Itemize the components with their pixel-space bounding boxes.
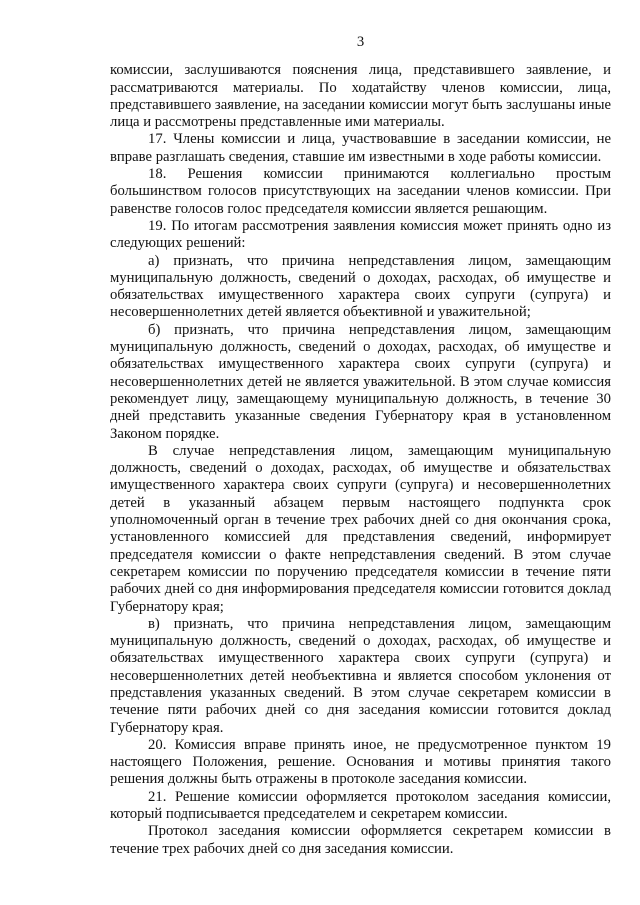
- document-body: [110, 62, 611, 858]
- paragraph-17: 17. Члены комиссии и лица, участвовавшие в заседании комиссии, не вправе разглашать сведения, ставшие им известными в ходе работы комиссии.: [110, 131, 611, 165]
- subparagraph-19a: а) признать, что причина непредставления лицом, замещающим муниципальную должность, сведений о доходах, расходах, об имуществе и обязательствах имущественного характера своих супруги (супруга) и несовершеннолетних детей является объективной и уважительной;: [110, 252, 611, 321]
- paragraph-20: 20. Комиссия вправе принять иное, не предусмотренное пунктом 19 настоящего Положения, решение. Основания и мотивы принятия такого решения должны быть отражены в протоколе заседания комиссии.: [110, 736, 611, 788]
- page-number: 3: [356, 34, 365, 50]
- paragraph-19: 19. По итогам рассмотрения заявления комиссия может принять одно из следующих решений:: [110, 217, 611, 252]
- paragraph-21-protocol: Протокол заседания комиссии оформляется секретарем комиссии в течение трех рабочих дней со дня заседания комиссии.: [110, 823, 611, 857]
- subparagraph-19v: в) признать, что причина непредставления лицом, замещающим муниципальную должность, сведений о доходах, расходах, об имуществе и обязательствах имущественного характера своих супруги (супруга) и несовершеннолетних детей необъективна и является способом уклонения от представления указанных сведений. В этом случае секретарем комиссии в течение пяти рабочих дней со дня заседания комиссии готовится доклад Губернатору края.: [110, 615, 611, 736]
- subparagraph-19b-second: В случае непредставления лицом, замещающим муниципальную должность, сведений о доходах, расходах, об имуществе и обязательствах имущественного характера своих супруги (супруга) и несовершеннолетних детей в указанный абзацем первым настоящего подпункта срок уполномоченный орган в течение трех рабочих дней со дня окончания срока, установленного комиссией для представления сведений, информирует председателя комиссии о факте непредставления сведений. В этом случае секретарем комиссии по поручению председателя комиссии в течение пяти рабочих дней со дня информирования председателя комиссии готовится доклад Губернатору края;: [110, 442, 611, 615]
- paragraph-18: 18. Решения комиссии принимаются коллегиально простым большинством голосов присутствующих на заседании членов комиссии. При равенстве голосов голос председателя комиссии является решающим.: [110, 166, 611, 217]
- paragraph-16-continuation: комиссии, заслушиваются пояснения лица, представившего заявление, и рассматриваются материалы. По ходатайству членов комиссии, лица, представившего заявление, на заседании комиссии могут быть заслушаны иные лица и рассмотрены представленные ими материалы.: [110, 62, 611, 131]
- paragraph-21: 21. Решение комиссии оформляется протоколом заседания комиссии, который подписывается председателем и секретарем комиссии.: [110, 788, 611, 823]
- subparagraph-19b: б) признать, что причина непредставления лицом, замещающим муниципальную должность, сведений о доходах, расходах, об имуществе и обязательствах имущественного характера своих супруги (супруга) и несовершеннолетних детей не является уважительной. В этом случае комиссия рекомендует лицу, замещающему муниципальную должность, в течение 30 дней представить указанные сведения Губернатору края в установленном Законом порядке.: [110, 321, 611, 442]
